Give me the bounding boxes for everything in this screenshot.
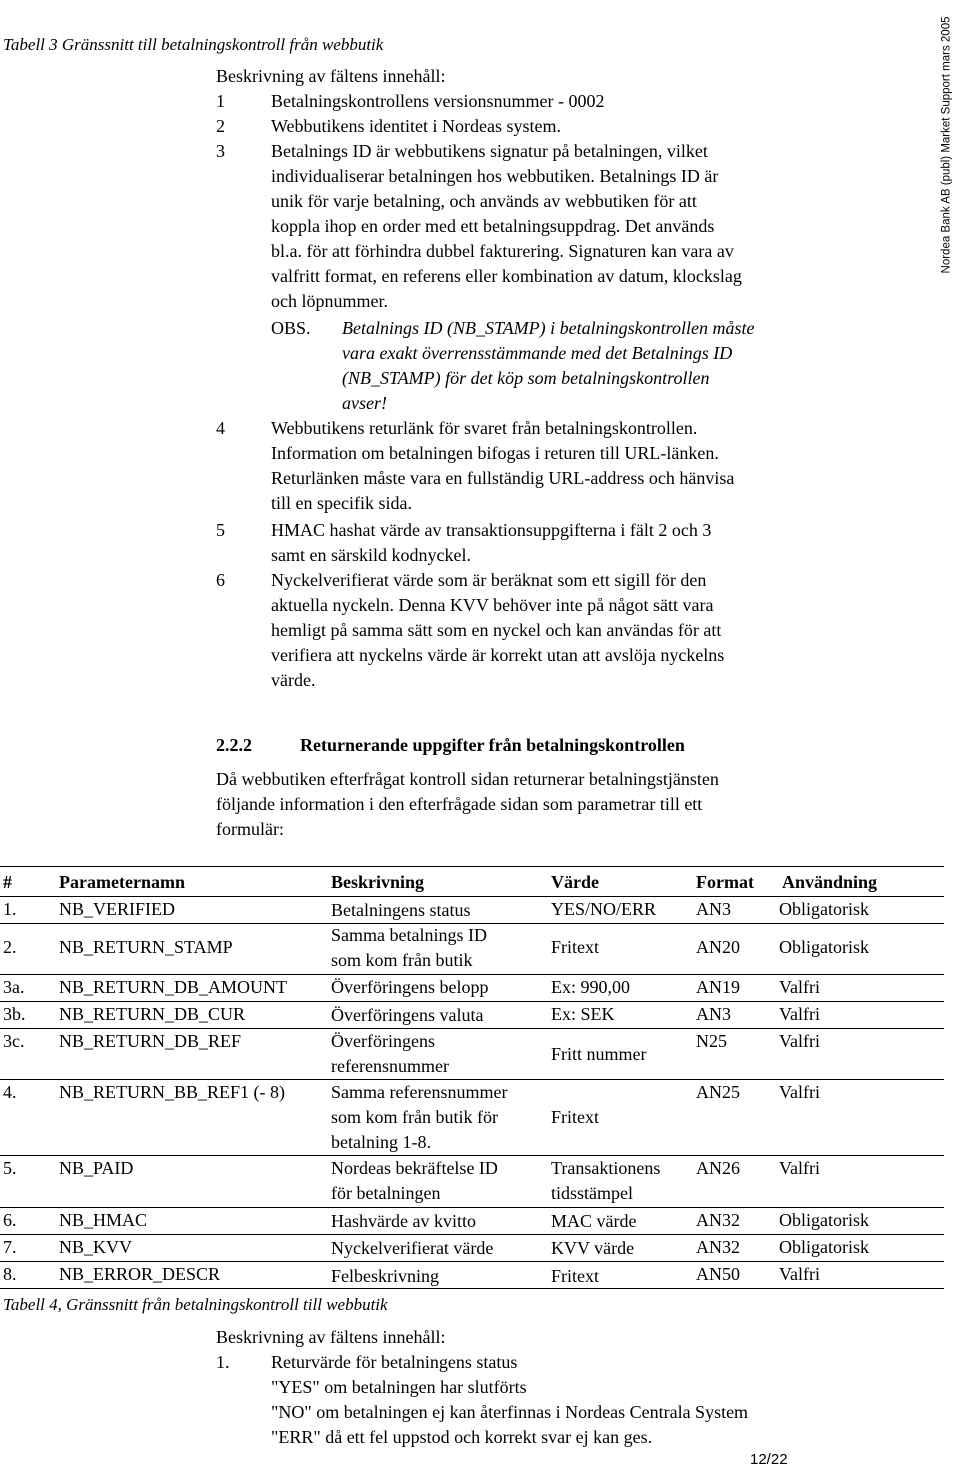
header-desc: Beskrivning bbox=[331, 872, 425, 892]
cell-name: NB_KVV bbox=[59, 1237, 133, 1257]
table-top-rule bbox=[0, 866, 944, 867]
item-number: 1. bbox=[216, 1352, 230, 1372]
header-use: Användning bbox=[782, 872, 878, 892]
item-line: "NO" om betalningen ej kan återfinnas i Nordeas Centrala System bbox=[271, 1402, 749, 1422]
item-line: värde. bbox=[271, 670, 316, 690]
cell-num: 7. bbox=[3, 1237, 17, 1257]
cell-use: Valfri bbox=[779, 1004, 820, 1024]
cell-num: 3c. bbox=[3, 1031, 25, 1051]
cell-desc: Felbeskrivning bbox=[331, 1266, 439, 1286]
item-line: HMAC hashat värde av transaktionsuppgifterna i fält 2 och 3 bbox=[271, 520, 712, 540]
cell-format: AN19 bbox=[696, 977, 740, 997]
cell-name: NB_ERROR_DESCR bbox=[59, 1264, 221, 1284]
cell-name: NB_RETURN_DB_REF bbox=[59, 1031, 242, 1051]
item-line: och löpnummer. bbox=[271, 291, 388, 311]
intro-line: följande information i den efterfrågade sidan som parametrar till ett bbox=[216, 794, 703, 814]
cell-desc: Samma referensnummer bbox=[331, 1082, 508, 1102]
intro-line: Då webbutiken efterfrågat kontroll sidan returnerar betalningstjänsten bbox=[216, 769, 719, 789]
cell-name: NB_RETURN_DB_AMOUNT bbox=[59, 977, 288, 997]
cell-desc: Nyckelverifierat värde bbox=[331, 1238, 494, 1258]
desc1-heading: Beskrivning av fältens innehåll: bbox=[216, 66, 446, 86]
cell-use: Valfri bbox=[779, 1082, 820, 1102]
item-line: bl.a. för att förhindra dubbel fakturering. Signaturen kan vara av bbox=[271, 241, 734, 261]
cell-value: Fritext bbox=[551, 937, 599, 957]
item-line: Returvärde för betalningens status bbox=[271, 1352, 518, 1372]
cell-name: NB_RETURN_STAMP bbox=[59, 937, 233, 957]
item-number: 2 bbox=[216, 116, 225, 136]
cell-name: NB_PAID bbox=[59, 1158, 134, 1178]
cell-format: AN3 bbox=[696, 1004, 731, 1024]
cell-num: 3b. bbox=[3, 1004, 26, 1024]
item-line: Returlänken måste vara en fullständig URL-address och hänvisa bbox=[271, 468, 735, 488]
cell-desc: Överföringens belopp bbox=[331, 977, 489, 997]
cell-format: AN3 bbox=[696, 899, 731, 919]
table-bottom-rule bbox=[0, 1288, 944, 1289]
cell-use: Obligatorisk bbox=[779, 1210, 869, 1230]
item-line: individualiserar betalningen hos webbutiken. Betalnings ID är bbox=[271, 166, 719, 186]
cell-desc: Hashvärde av kvitto bbox=[331, 1211, 476, 1231]
item-line: Betalnings ID är webbutikens signatur på betalningen, vilket bbox=[271, 141, 708, 161]
section-title: Returnerande uppgifter från betalningskontrollen bbox=[300, 735, 685, 755]
cell-num: 1. bbox=[3, 899, 17, 919]
item-line: aktuella nyckeln. Denna KVV behöver inte på något sätt vara bbox=[271, 595, 714, 615]
cell-value: Ex: SEK bbox=[551, 1004, 615, 1024]
cell-format: AN32 bbox=[696, 1237, 740, 1257]
section-number: 2.2.2 bbox=[216, 735, 252, 755]
cell-num: 3a. bbox=[3, 977, 25, 997]
cell-use: Valfri bbox=[779, 1264, 820, 1284]
cell-desc: Samma betalnings ID bbox=[331, 925, 487, 945]
table4-caption: Tabell 4, Gränssnitt från betalningskontroll till webbutik bbox=[3, 1295, 388, 1314]
cell-name: NB_VERIFIED bbox=[59, 899, 175, 919]
item-line: unik för varje betalning, och används av webbutiken för att bbox=[271, 191, 697, 211]
cell-format: AN32 bbox=[696, 1210, 740, 1230]
cell-name: NB_RETURN_BB_REF1 (- 8) bbox=[59, 1082, 286, 1102]
item-number: 4 bbox=[216, 418, 225, 438]
cell-format: AN50 bbox=[696, 1264, 740, 1284]
header-value: Värde bbox=[551, 872, 599, 892]
item-line: verifiera att nyckelns värde är korrekt utan att avslöja nyckelns bbox=[271, 645, 725, 665]
obs-line: vara exakt överrensstämmande med det Betalnings ID bbox=[342, 343, 733, 363]
cell-desc: Överföringens bbox=[331, 1031, 435, 1051]
cell-num: 4. bbox=[3, 1082, 17, 1102]
obs-line: Betalnings ID (NB_STAMP) i betalningskontrollen måste bbox=[342, 318, 755, 338]
cell-format: N25 bbox=[696, 1031, 727, 1051]
desc2-heading: Beskrivning av fältens innehåll: bbox=[216, 1327, 446, 1347]
cell-num: 8. bbox=[3, 1264, 17, 1284]
cell-desc: som kom från butik bbox=[331, 950, 473, 970]
item-line: Nyckelverifierat värde som är beräknat som ett sigill för den bbox=[271, 570, 707, 590]
item-number: 5 bbox=[216, 520, 225, 540]
item-line: "ERR" då ett fel uppstod och korrekt svar ej kan ges. bbox=[271, 1427, 653, 1447]
item-line: valfritt format, en referens eller kombination av datum, klockslag bbox=[271, 266, 742, 286]
item-number: 3 bbox=[216, 141, 225, 161]
cell-num: 5. bbox=[3, 1158, 17, 1178]
cell-value: MAC värde bbox=[551, 1211, 637, 1231]
item-line: "YES" om betalningen har slutförts bbox=[271, 1377, 527, 1397]
cell-use: Obligatorisk bbox=[779, 937, 869, 957]
cell-value: Ex: 990,00 bbox=[551, 977, 630, 997]
cell-value: Fritt nummer bbox=[551, 1044, 647, 1064]
item-line: Webbutikens returlänk för svaret från betalningskontrollen. bbox=[271, 418, 698, 438]
cell-use: Valfri bbox=[779, 1158, 820, 1178]
item-line: samt en särskild kodnyckel. bbox=[271, 545, 471, 565]
cell-value: Fritext bbox=[551, 1107, 599, 1127]
item-number: 6 bbox=[216, 570, 225, 590]
cell-value: KVV värde bbox=[551, 1238, 635, 1258]
cell-use: Obligatorisk bbox=[779, 1237, 869, 1257]
cell-desc: Betalningens status bbox=[331, 900, 471, 920]
table3-caption: Tabell 3 Gränssnitt till betalningskontroll från webbutik bbox=[3, 35, 384, 54]
cell-value: Fritext bbox=[551, 1266, 599, 1286]
cell-use: Obligatorisk bbox=[779, 899, 869, 919]
cell-desc: Nordeas bekräftelse ID bbox=[331, 1158, 498, 1178]
cell-format: AN26 bbox=[696, 1158, 740, 1178]
intro-line: formulär: bbox=[216, 819, 284, 839]
cell-use: Valfri bbox=[779, 977, 820, 997]
cell-format: AN20 bbox=[696, 937, 740, 957]
cell-value: YES/NO/ERR bbox=[551, 899, 657, 919]
cell-format: AN25 bbox=[696, 1082, 740, 1102]
cell-name: NB_HMAC bbox=[59, 1210, 148, 1230]
cell-desc: referensnummer bbox=[331, 1056, 449, 1076]
item-line: Webbutikens identitet i Nordeas system. bbox=[271, 116, 561, 136]
item-line: hemligt på samma sätt som en nyckel och kan användas för att bbox=[271, 620, 722, 640]
header-name: Parameternamn bbox=[59, 872, 185, 892]
header-num: # bbox=[3, 872, 12, 892]
item-line: Betalningskontrollens versionsnummer - 0002 bbox=[271, 91, 605, 111]
header-format: Format bbox=[696, 872, 754, 892]
cell-desc: betalning 1-8. bbox=[331, 1132, 431, 1152]
cell-num: 2. bbox=[3, 937, 17, 957]
obs-line: (NB_STAMP) för det köp som betalningskontrollen bbox=[342, 368, 710, 388]
cell-use: Valfri bbox=[779, 1031, 820, 1051]
obs-label: OBS. bbox=[271, 318, 311, 338]
cell-value: tidsstämpel bbox=[551, 1183, 633, 1203]
cell-value: Transaktionens bbox=[551, 1158, 661, 1178]
page-number: 12/22 bbox=[750, 1451, 788, 1468]
side-note: Nordea Bank AB (publ) Market Support mars 2005 bbox=[940, 16, 953, 274]
cell-desc: Överföringens valuta bbox=[331, 1005, 484, 1025]
cell-name: NB_RETURN_DB_CUR bbox=[59, 1004, 246, 1024]
cell-desc: som kom från butik för bbox=[331, 1107, 498, 1127]
cell-desc: för betalningen bbox=[331, 1183, 441, 1203]
item-number: 1 bbox=[216, 91, 225, 111]
obs-line: avser! bbox=[342, 393, 387, 413]
item-line: Information om betalningen bifogas i returen till URL-länken. bbox=[271, 443, 719, 463]
cell-num: 6. bbox=[3, 1210, 17, 1230]
item-line: koppla ihop en order med ett betalningsuppdrag. Det används bbox=[271, 216, 715, 236]
item-line: till en specifik sida. bbox=[271, 493, 412, 513]
